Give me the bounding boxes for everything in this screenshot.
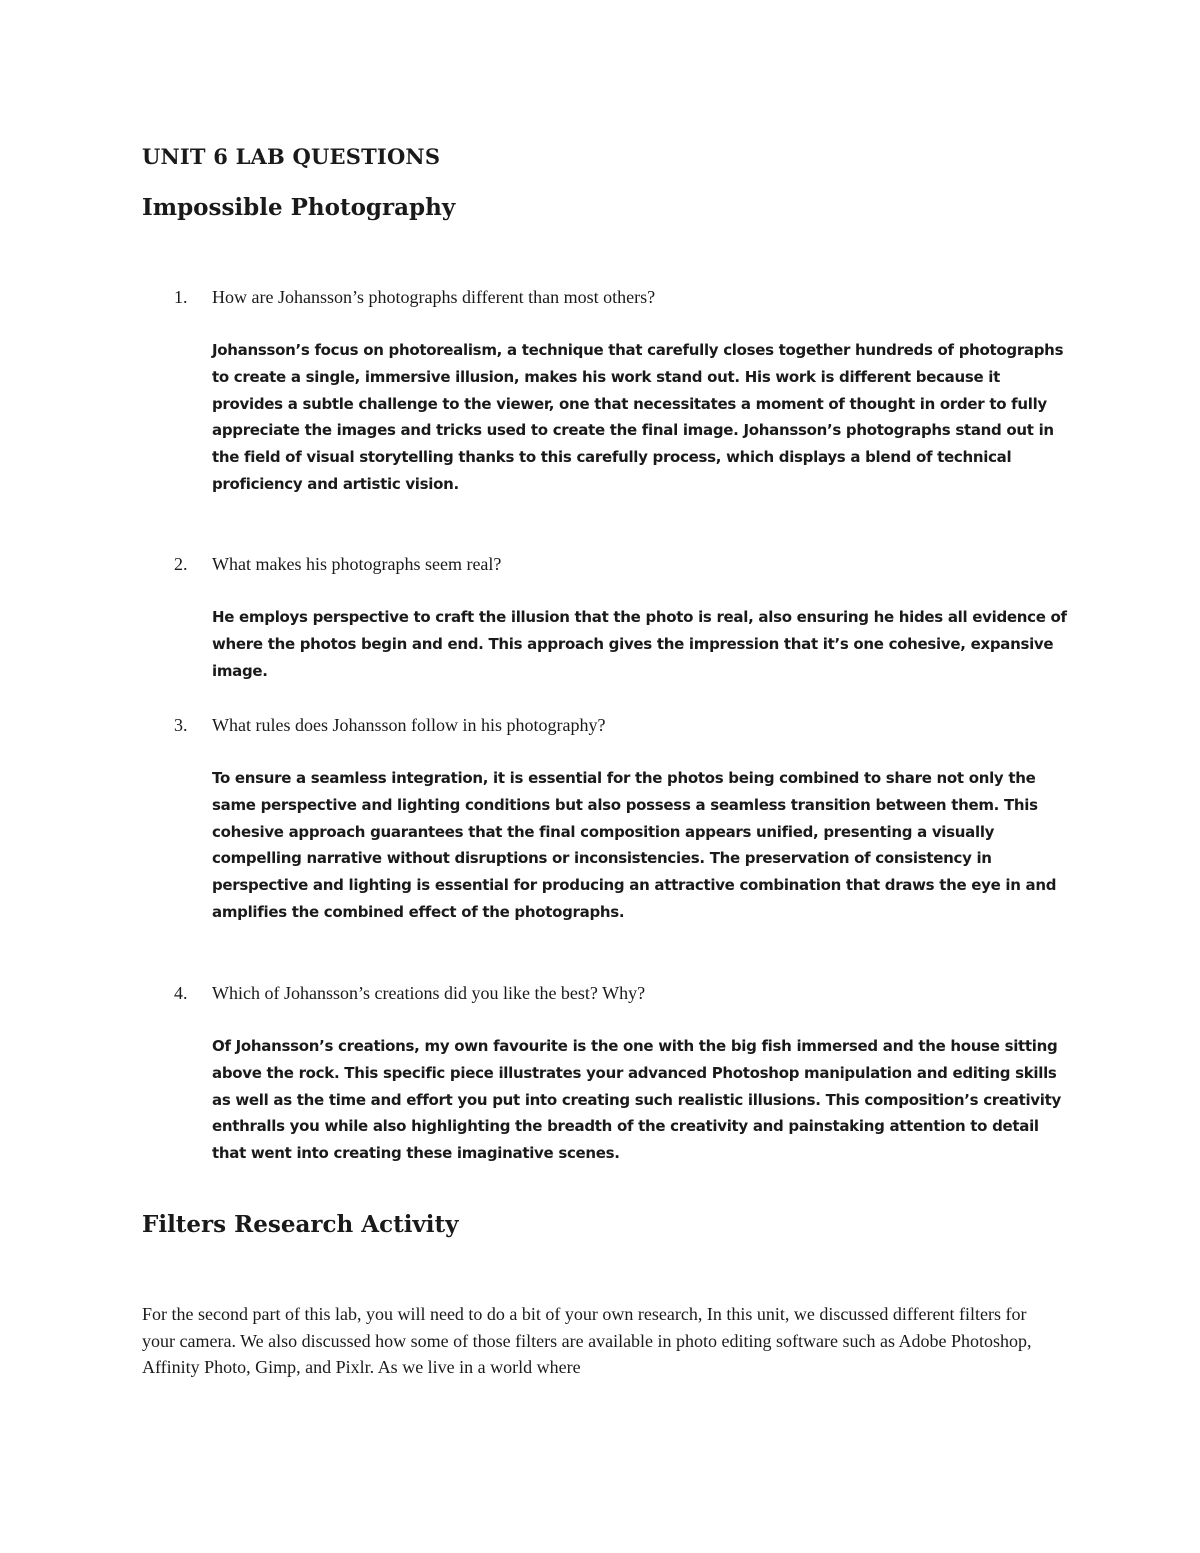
question-number: 4. [174, 983, 188, 1003]
answer-2: He employs perspective to craft the illusion that the photo is real, also ensuring he hides all evidence of where the photos begin and end. This approach gives the impression that it’s one cohesive, expansive image. [212, 608, 1067, 680]
question-3 [174, 712, 1074, 739]
answer-4: Of Johansson’s creations, my own favourite is the one with the big fish immersed and the house sitting above the rock. This specific piece illustrates your advanced Photoshop manipulation and editing skills as well as the time and effort you put into creating such realistic illusions. This composition’s creativity enthralls you while also highlighting the breadth of the creativity and painstaking attention to detail that went into creating these imaginative scenes. [212, 1037, 1061, 1163]
question-text: What rules does Johansson follow in his photography? [212, 715, 606, 735]
question-text: Which of Johansson’s creations did you like the best? Why? [212, 983, 646, 1003]
section-title-impossible-photography: Impossible Photography [142, 194, 456, 221]
question-number: 1. [174, 287, 188, 307]
filters-intro-paragraph: For the second part of this lab, you will need to do a bit of your own research, In this unit, we discussed different filters for your camera. We also discussed how some of those filters are available in photo editing software such as Adobe Photoshop, Affinity Photo, Gimp, and Pixlr. As we live in a world where [142, 1304, 1032, 1377]
question-1 [174, 284, 1074, 311]
section-title-filters-research: Filters Research Activity [142, 1211, 459, 1238]
question-2 [174, 551, 1074, 578]
question-text: How are Johansson’s photographs different than most others? [212, 287, 656, 307]
answer-3: To ensure a seamless integration, it is essential for the photos being combined to share not only the same perspective and lighting conditions but also possess a seamless transition between them. This cohesive approach guarantees that the final composition appears unified, presenting a visually compelling narrative without disruptions or inconsistencies. The preservation of consistency in perspective and lighting is essential for producing an attractive combination that draws the eye in and amplifies the combined effect of the photographs. [212, 769, 1057, 921]
question-text: What makes his photographs seem real? [212, 554, 502, 574]
question-4 [174, 980, 1074, 1007]
answer-1: Johansson’s focus on photorealism, a technique that carefully closes together hundreds of photographs to create a single, immersive illusion, makes his work stand out. His work is different because it provides a subtle challenge to the viewer, one that necessitates a moment of thought in order to fully appreciate the images and tricks used to create the final image. Johansson’s photographs stand out in the field of visual storytelling thanks to this carefully process, which displays a blend of technical proficiency and artistic vision. [212, 341, 1064, 493]
unit-title: UNIT 6 LAB QUESTIONS [142, 144, 441, 169]
question-number: 3. [174, 715, 188, 735]
question-number: 2. [174, 554, 188, 574]
